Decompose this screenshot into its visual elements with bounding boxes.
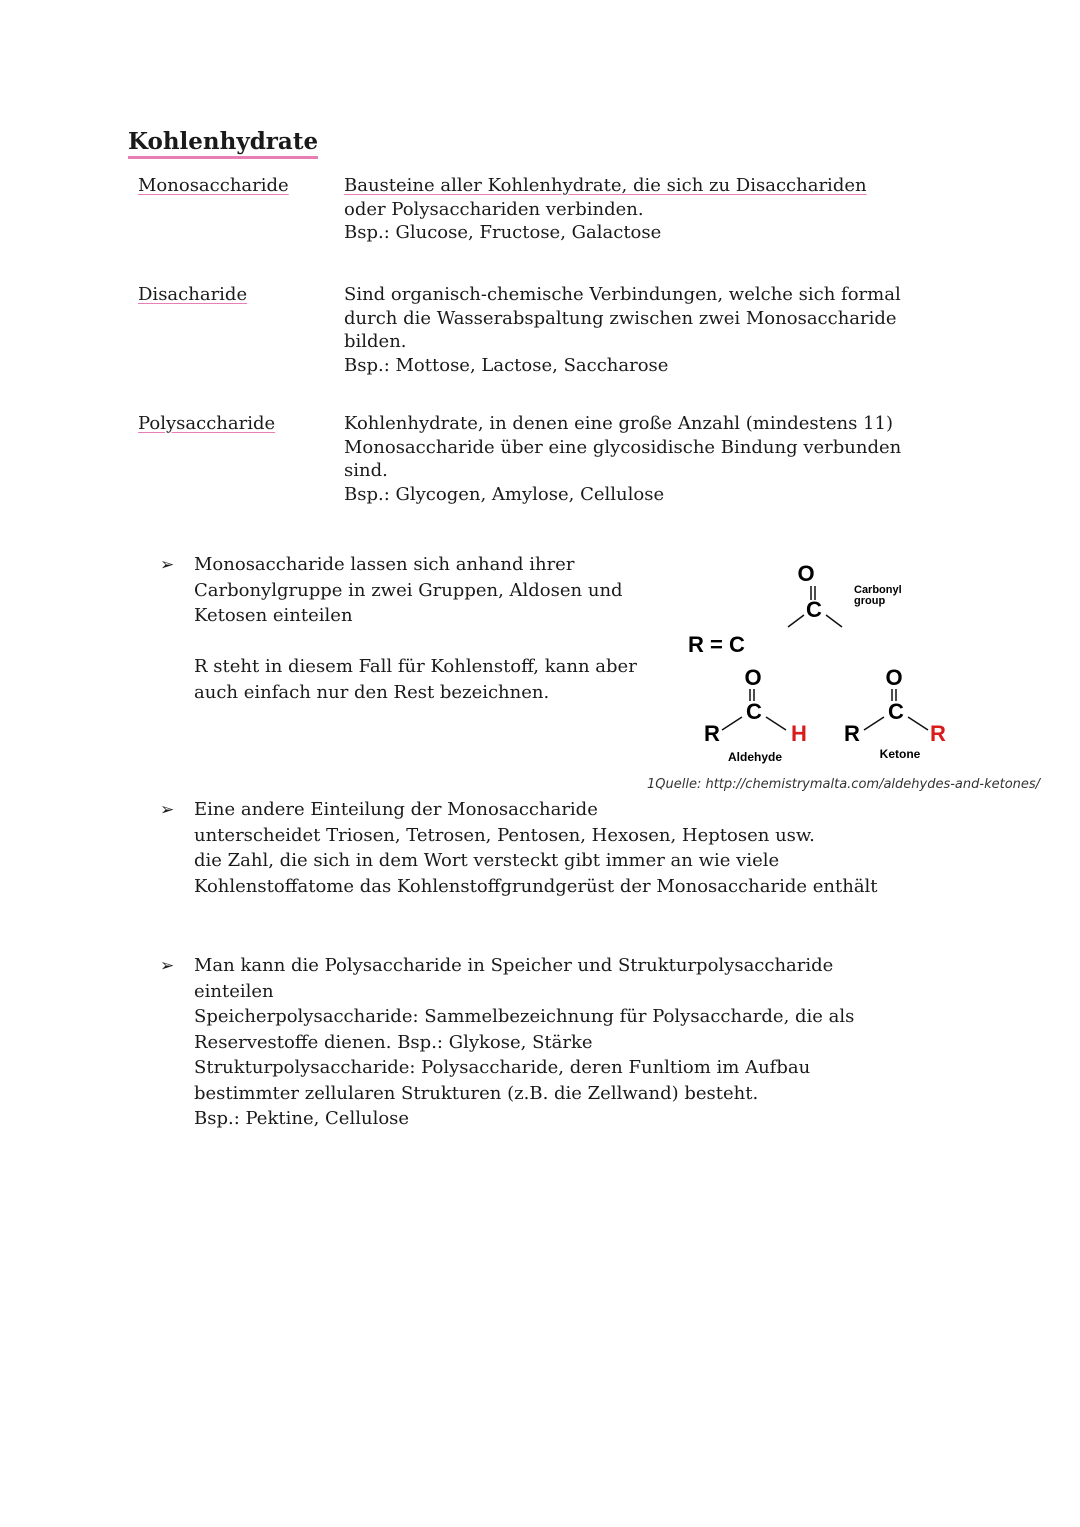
def-line: Bsp.: Glycogen, Amylose, Cellulose [344, 483, 665, 505]
aldehyde-r-label: R [704, 721, 720, 746]
para-line: einteilen [194, 980, 274, 1002]
carbonyl-diagram [680, 555, 970, 775]
carbonyl-carbon-label: C [806, 597, 822, 622]
definition-monosaccharide [344, 174, 954, 245]
def-line [344, 174, 954, 198]
ketone-carbon-label: C [888, 699, 904, 724]
bullet-arrow-icon: ➢ [160, 956, 175, 976]
bond-line [766, 717, 786, 730]
def-line: Kohlenhydrate, in denen eine große Anzahl (mindestens 11) [344, 413, 893, 434]
para-line: Ketosen einteilen [194, 605, 353, 626]
def-line: oder Polysacchariden verbinden. [344, 198, 644, 220]
bullet-2-text [194, 797, 954, 899]
para-line: unterscheidet Triosen, Tetrosen, Pentosen, Hexosen, Heptosen usw. [194, 824, 815, 846]
bond-line [788, 615, 804, 627]
def-line: Sind organisch-chemische Verbindungen, welche sich formal [344, 284, 901, 305]
para-line: Strukturpolysaccharide: Polysaccharide, deren Funltiom im Aufbau [194, 1057, 811, 1078]
carbonyl-label: Carbonyl [854, 584, 902, 596]
para-line: Reservestoffe dienen. Bsp.: Glykose, Stärke [194, 1031, 593, 1053]
def-line: durch die Wasserabspaltung zwischen zwei Monosaccharide [344, 307, 897, 329]
para-line: Monosaccharide lassen sich anhand ihrer [194, 554, 575, 575]
aldehyde-carbon-label: C [746, 699, 762, 724]
para-line: Eine andere Einteilung der Monosaccharide [194, 799, 598, 820]
bullet-arrow-icon: ➢ [160, 800, 175, 820]
bullet-arrow-icon: ➢ [160, 555, 175, 575]
para-line: bestimmter zellularen Strukturen (z.B. die Zellwand) besteht. [194, 1082, 759, 1104]
bond-line [908, 717, 928, 730]
bond-line [722, 717, 742, 730]
ketone-r-label: R [844, 721, 860, 746]
para-line: Bsp.: Pektine, Cellulose [194, 1108, 410, 1129]
bullet-3-text [194, 953, 954, 1132]
r-equals-c-label: R = C [688, 632, 745, 657]
figure-caption: 1Quelle: http://chemistrymalta.com/aldehydes-and-ketones/ [647, 777, 1041, 792]
group-label: group [854, 595, 886, 607]
term-monosaccharide: Monosaccharide [138, 175, 289, 196]
ketone-oxygen-label: O [885, 665, 903, 690]
definition-polysaccharide [344, 412, 954, 506]
bullet-1-note [194, 654, 674, 705]
term-polysaccharide: Polysaccharide [138, 413, 276, 434]
para-line: Carbonylgruppe in zwei Gruppen, Aldosen und [194, 579, 623, 601]
aldehyde-h-label: H [791, 721, 807, 746]
def-line: Bsp.: Mottose, Lactose, Saccharose [344, 354, 669, 376]
def-line-underlined: Bausteine aller Kohlenhydrate, die sich zu Disacchariden [344, 175, 867, 196]
aldehyde-label: Aldehyde [727, 750, 783, 764]
def-line: Bsp.: Glucose, Fructose, Galactose [344, 222, 662, 243]
bullet-1-text [194, 552, 674, 629]
ketone-label: Ketone [879, 747, 921, 761]
para-line: auch einfach nur den Rest bezeichnen. [194, 681, 550, 703]
carbonyl-oxygen-label: O [797, 561, 815, 586]
para-line: Man kann die Polysaccharide in Speicher und Strukturpolysaccharide [194, 955, 834, 976]
para-line: Speicherpolysaccharide: Sammelbezeichnung für Polysaccharde, die als [194, 1006, 855, 1027]
bond-line [826, 615, 842, 627]
aldehyde-oxygen-label: O [744, 665, 762, 690]
para-line: Kohlenstoffatome das Kohlenstoffgrundgerüst der Monosaccharide enthält [194, 875, 878, 897]
para-line: R steht in diesem Fall für Kohlenstoff, kann aber [194, 656, 637, 677]
page-title: Kohlenhydrate [128, 128, 318, 159]
term-disacharide: Disacharide [138, 284, 248, 305]
bond-line [864, 717, 884, 730]
ketone-r-label-red: R [930, 721, 946, 746]
def-line: Monosaccharide über eine glycosidische Bindung verbunden [344, 436, 902, 458]
def-line: bilden. [344, 331, 407, 352]
def-line: sind. [344, 460, 388, 481]
definition-disacharide [344, 283, 954, 377]
para-line: die Zahl, die sich in dem Wort versteckt gibt immer an wie viele [194, 850, 780, 871]
